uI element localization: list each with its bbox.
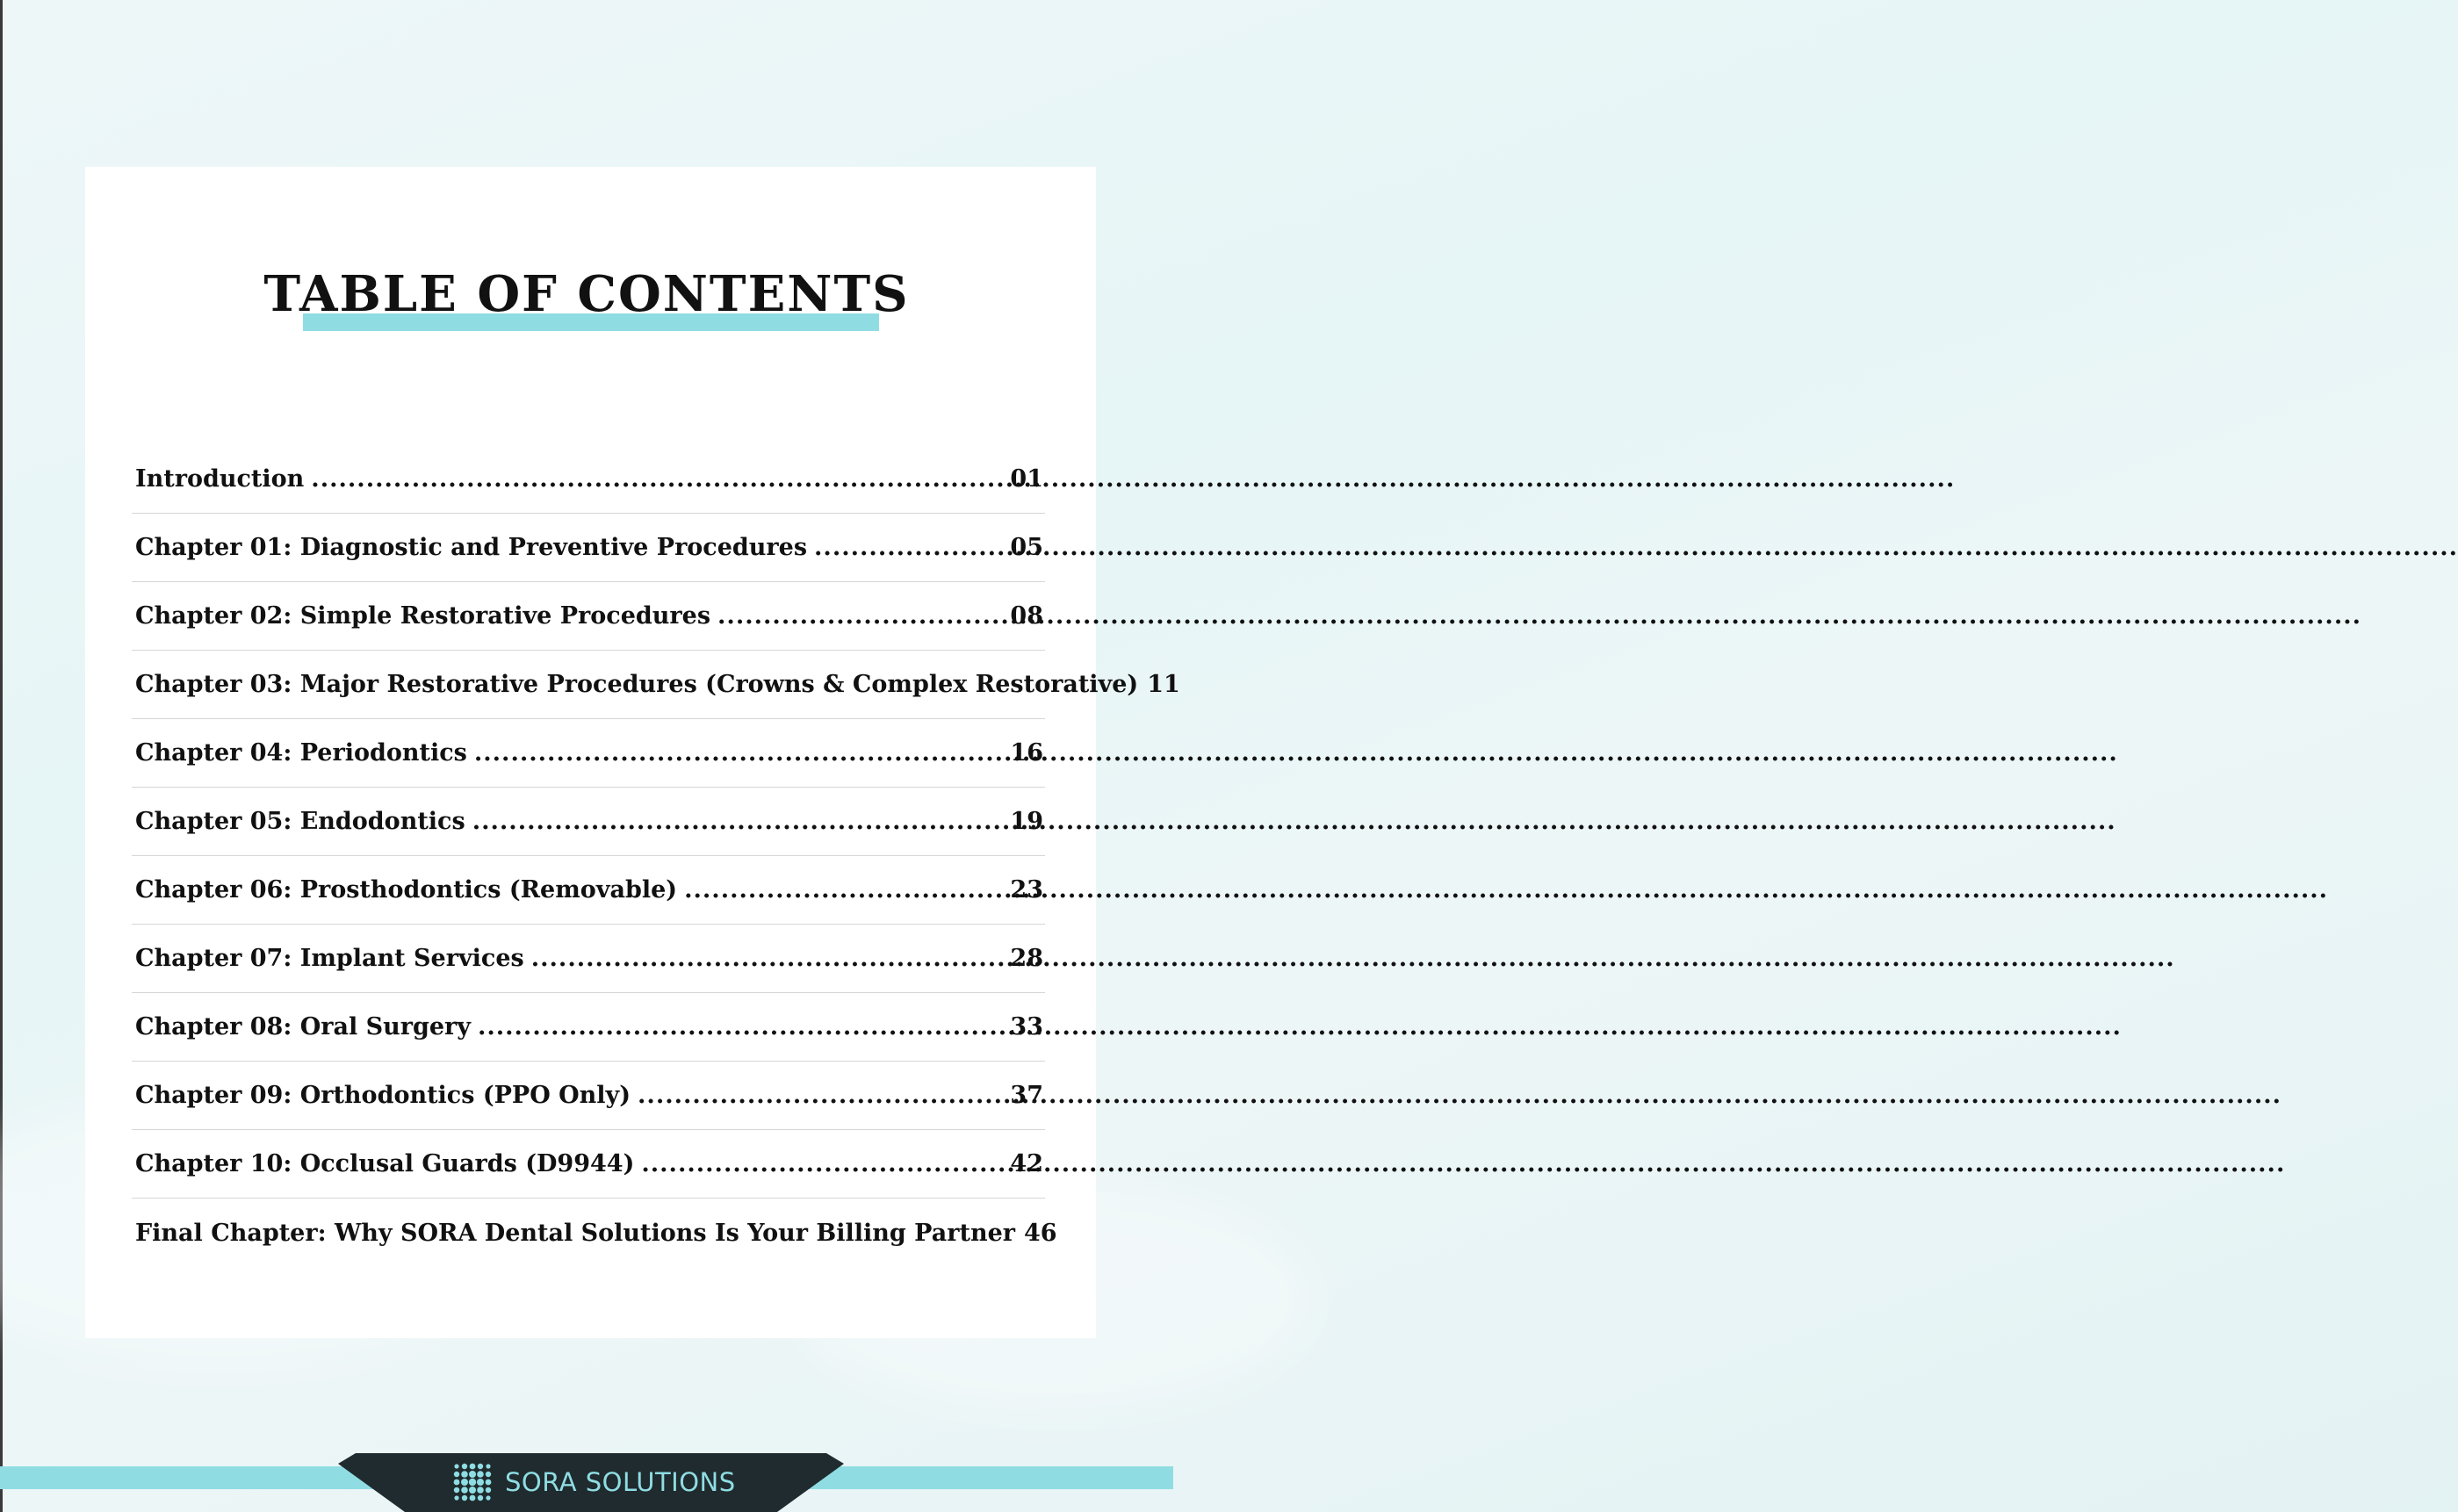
toc-entry[interactable] [132,993,1045,1062]
toc-entry-label: Chapter 04: Periodontics [135,739,467,767]
toc-leader-dots [717,603,1008,630]
toc-entry[interactable] [132,582,1045,651]
toc-entry[interactable] [132,719,1045,788]
toc-entry-page: 46 [1023,1219,1057,1247]
toc-leader-dots [684,877,1008,904]
dot-grid-logo-icon [452,1462,493,1502]
toc-leader-dots [638,1083,1008,1109]
toc-entry-label: Chapter 03: Major Restorative Procedures (Crowns & Complex Restorative) [135,671,1139,698]
toc-entry[interactable] [132,856,1045,925]
toc-entry-page: 23 [1010,876,1043,904]
table-of-contents [132,445,1180,1267]
toc-entry[interactable] [132,1199,1057,1267]
toc-entry-label: Chapter 08: Oral Surgery [135,1013,471,1040]
toc-entry-label: Chapter 10: Occlusal Guards (D9944) [135,1150,635,1177]
toc-leader-dots [531,946,1009,972]
toc-entry-label: Chapter 07: Implant Services [135,945,524,972]
toc-entry-page: 37 [1010,1082,1043,1109]
toc-leader-dots [814,535,1008,561]
toc-entry-page: 16 [1010,739,1043,767]
toc-entry-page: 19 [1010,808,1043,835]
toc-entry[interactable] [132,514,1045,582]
toc-entry[interactable] [132,1130,1045,1199]
toc-entry-label: Chapter 06: Prosthodontics (Removable) [135,876,678,904]
footer-brand-name: SORA SOLUTIONS [505,1466,736,1497]
toc-entry[interactable] [132,1062,1045,1130]
toc-entry-label: Chapter 09: Orthodontics (PPO Only) [135,1082,631,1109]
toc-entry-label: Chapter 01: Diagnostic and Preventive Procedures [135,534,808,561]
toc-entry-page: 01 [1010,465,1043,493]
toc-entry-page: 33 [1010,1013,1043,1040]
toc-leader-dots [478,1014,1008,1040]
page-title: TABLE OF CONTENTS [263,265,910,323]
toc-entry-page: 28 [1010,945,1043,972]
toc-entry[interactable] [132,445,1045,514]
toc-entry-page: 11 [1147,671,1180,698]
footer-brand [452,1462,736,1501]
toc-leader-dots [472,809,1009,835]
toc-entry[interactable] [132,651,1180,719]
title-container [0,263,1173,325]
toc-entry-label: Chapter 05: Endodontics [135,808,465,835]
toc-leader-dots [474,740,1009,767]
toc-entry-page: 05 [1010,534,1043,561]
toc-entry[interactable] [132,925,1045,993]
toc-entry[interactable] [132,788,1045,856]
toc-entry-page: 08 [1010,602,1043,630]
toc-leader-dots [311,466,1008,493]
toc-entry-label: Chapter 02: Simple Restorative Procedures [135,602,711,630]
toc-entry-page: 42 [1010,1150,1043,1177]
toc-entry-label: Final Chapter: Why SORA Dental Solutions Is Your Billing Partner [135,1219,1015,1247]
toc-leader-dots [641,1151,1008,1177]
toc-entry-label: Introduction [135,465,305,493]
